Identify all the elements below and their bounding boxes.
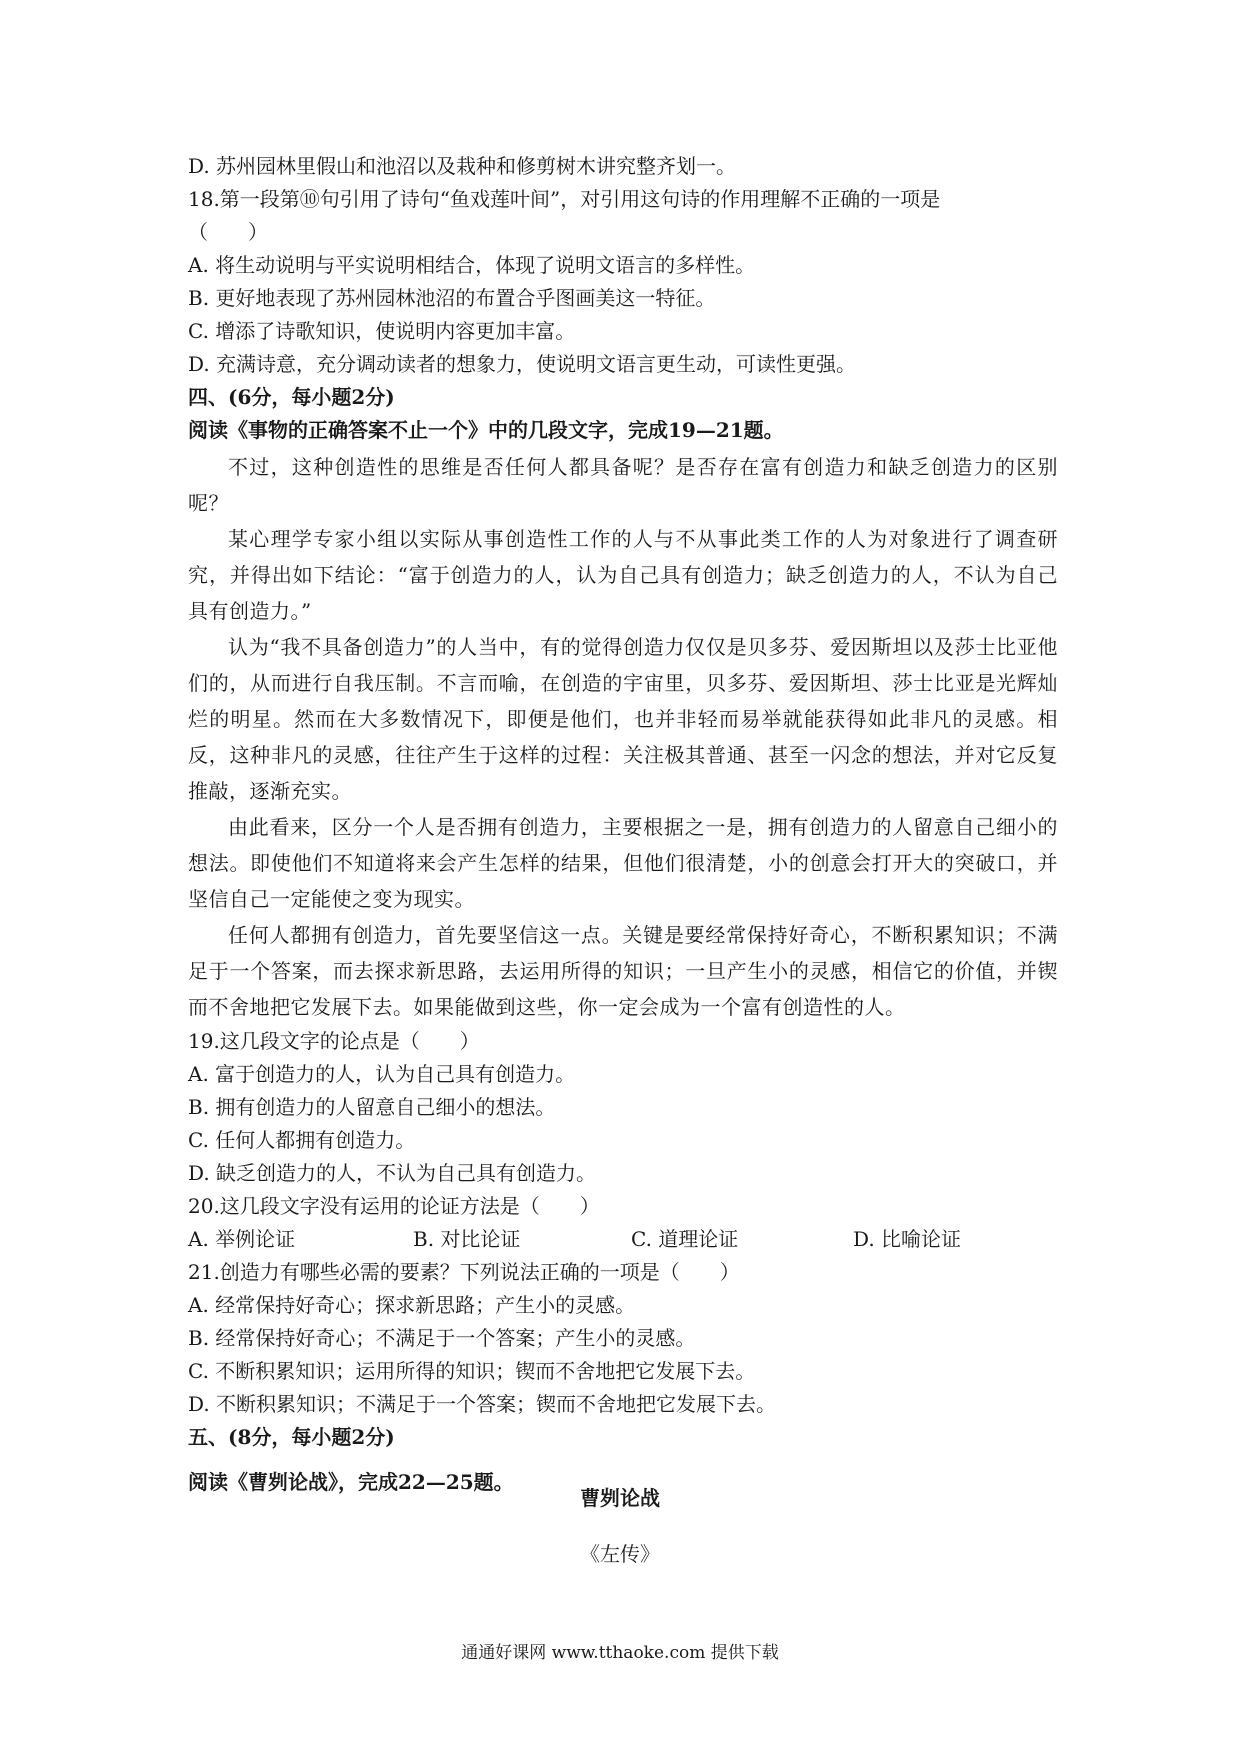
reading-passage	[188, 449, 1058, 1025]
q19-option-b: B. 拥有创造力的人留意自己细小的想法。	[188, 1095, 556, 1119]
q20-option-b: B. 对比论证	[413, 1227, 521, 1251]
q20-option-a: A. 举例论证	[188, 1227, 296, 1251]
question-18	[188, 183, 1058, 381]
section-4-heading: 四、(6分，每小题2分)	[188, 385, 395, 409]
q20-option-c: C. 道理论证	[631, 1227, 739, 1251]
q18-option-b: B. 更好地表现了苏州园林池沼的布置合乎图画美这一特征。	[188, 286, 716, 310]
q18-stem-line1: 18.第一段第⑩句引用了诗句“鱼戏莲叶间”，对引用这句诗的作用理解不正确的一项是	[188, 187, 941, 211]
q20-stem: 20.这几段文字没有运用的论证方法是（ ）	[188, 1194, 600, 1218]
section-4-instruction: 阅读《事物的正确答案不止一个》中的几段文字，完成19—21题。	[188, 418, 784, 442]
q21-option-d: D. 不断积累知识；不满足于一个答案；锲而不舍地把它发展下去。	[188, 1392, 777, 1416]
question-19	[188, 1025, 1058, 1190]
q18-stem-line2: （ ）	[188, 220, 268, 244]
q20-option-d: D. 比喻论证	[853, 1227, 962, 1251]
q21-option-b: B. 经常保持好奇心；不满足于一个答案；产生小的灵感。	[188, 1326, 696, 1350]
q19-option-a: A. 富于创造力的人，认为自己具有创造力。	[188, 1062, 576, 1086]
passage-paragraph-4: 由此看来，区分一个人是否拥有创造力，主要根据之一是，拥有创造力的人留意自己细小的想法。即使他们不知道将来会产生怎样的结果，但他们很清楚，小的创意会打开大的突破口，并坚信自己一定能使之变为现实。	[188, 815, 1058, 911]
q21-option-a: A. 经常保持好奇心；探求新思路；产生小的灵感。	[188, 1293, 636, 1317]
q20-options-row	[188, 1223, 1058, 1256]
article-source: 《左传》	[580, 1542, 660, 1566]
page-footer: 通通好课网 www.tthaoke.com 提供下载	[461, 1643, 779, 1663]
passage-paragraph-3: 认为“我不具备创造力”的人当中，有的觉得创造力仅仅是贝多芬、爱因斯坦以及莎士比亚他们的，从而进行自我压制。不言而喻，在创造的宇宙里，贝多芬、爱因斯坦、莎士比亚是光辉灿烂的明星。然而在大多数情况下，即便是他们，也并非轻而易举就能获得如此非凡的灵感。相反，这种非凡的灵感，往往产生于这样的过程：关注极其普通、甚至一闪念的想法，并对它反复推敲，逐渐充实。	[188, 635, 1058, 803]
article-title: 曹刿论战	[580, 1486, 660, 1510]
q19-option-d: D. 缺乏创造力的人，不认为自己具有创造力。	[188, 1161, 597, 1185]
q19-stem: 19.这几段文字的论点是（ ）	[188, 1029, 480, 1053]
q18-option-d: D. 充满诗意，充分调动读者的想象力，使说明文语言更生动，可读性更强。	[188, 352, 857, 376]
q21-stem: 21.创造力有哪些必需的要素？下列说法正确的一项是（ ）	[188, 1260, 740, 1284]
passage-paragraph-1: 不过，这种创造性的思维是否任何人都具备呢？是否存在富有创造力和缺乏创造力的区别呢？	[188, 455, 1058, 515]
page-content	[188, 150, 1058, 1499]
section-5-instruction: 阅读《曹刿论战》，完成22—25题。	[188, 1470, 514, 1494]
section-5-heading: 五、(8分，每小题2分)	[188, 1425, 395, 1449]
q19-option-c: C. 任何人都拥有创造力。	[188, 1128, 416, 1152]
question-21	[188, 1256, 1058, 1421]
q21-option-c: C. 不断积累知识；运用所得的知识；锲而不舍地把它发展下去。	[188, 1359, 756, 1383]
q18-option-a: A. 将生动说明与平实说明相结合，体现了说明文语言的多样性。	[188, 253, 756, 277]
q18-option-c: C. 增添了诗歌知识，使说明内容更加丰富。	[188, 319, 576, 343]
question-20	[188, 1190, 1058, 1256]
passage-paragraph-2: 某心理学专家小组以实际从事创造性工作的人与不从事此类工作的人为对象进行了调查研究，并得出如下结论：“富于创造力的人，认为自己具有创造力；缺乏创造力的人，不认为自己具有创造力。”	[188, 527, 1058, 623]
passage-paragraph-5: 任何人都拥有创造力，首先要坚信这一点。关键是要经常保持好奇心，不断积累知识；不满足于一个答案，而去探求新思路，去运用所得的知识；一旦产生小的灵感，相信它的价值，并锲而不舍地把它发展下去。如果能做到这些，你一定会成为一个富有创造性的人。	[188, 923, 1058, 1019]
q17-option-d: D. 苏州园林里假山和池沼以及栽种和修剪树木讲究整齐划一。	[188, 154, 737, 178]
